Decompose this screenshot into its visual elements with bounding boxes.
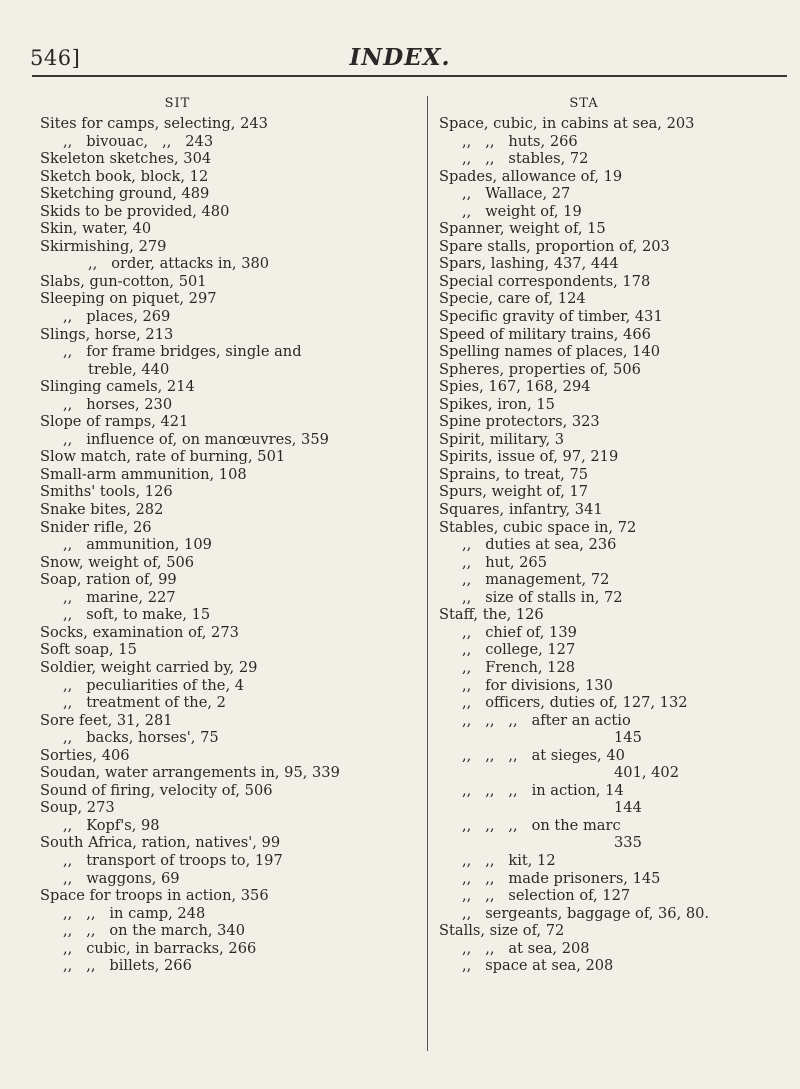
index-entry: ,, Kopf's, 98 bbox=[63, 816, 160, 834]
index-entry: Spirits, issue of, 97, 219 bbox=[439, 448, 619, 466]
index-entry: ,, waggons, 69 bbox=[63, 869, 180, 887]
index-entry: ,, peculiarities of the, 4 bbox=[63, 676, 245, 694]
right-index-column bbox=[439, 96, 799, 975]
index-entry: ,, ,, ,, in action, 14 bbox=[462, 781, 624, 799]
index-entry: Soup, 273 bbox=[40, 799, 115, 817]
index-entry: ,, order, attacks in, 380 bbox=[88, 255, 270, 273]
index-entry: Stalls, size of, 72 bbox=[439, 922, 565, 940]
index-entry: Speed of military trains, 466 bbox=[439, 325, 651, 343]
index-entry: Spirit, military, 3 bbox=[439, 430, 565, 448]
index-entry: Slinging camels, 214 bbox=[40, 378, 195, 396]
column-divider bbox=[427, 96, 428, 1051]
index-entry: ,, management, 72 bbox=[462, 571, 610, 589]
index-entry: Spies, 167, 168, 294 bbox=[439, 378, 591, 396]
index-entry: ,, ,, ,, after an actio bbox=[462, 711, 631, 729]
index-entry: ,, duties at sea, 236 bbox=[462, 536, 617, 554]
index-entry: 145 bbox=[614, 729, 642, 747]
index-entry: Skids to be provided, 480 bbox=[40, 202, 230, 220]
right-column-heading: STA bbox=[569, 96, 599, 111]
index-entry: Snake bites, 282 bbox=[40, 501, 164, 519]
index-entry: ,, French, 128 bbox=[462, 658, 576, 676]
index-entry: ,, sergeants, baggage of, 36, 80. bbox=[462, 904, 710, 922]
index-entry: treble, 440 bbox=[88, 360, 170, 378]
index-entry: Spheres, properties of, 506 bbox=[439, 360, 641, 378]
index-entry: Special correspondents, 178 bbox=[439, 272, 651, 290]
index-entry: Spare stalls, proportion of, 203 bbox=[439, 237, 670, 255]
index-entry: ,, transport of troops to, 197 bbox=[63, 851, 283, 869]
index-entry: ,, marine, 227 bbox=[63, 588, 176, 606]
index-entry: Squares, infantry, 341 bbox=[439, 501, 603, 519]
left-index-column bbox=[40, 96, 418, 975]
index-entry: Snow, weight of, 506 bbox=[40, 553, 195, 571]
index-entry: Small-arm ammunition, 108 bbox=[40, 465, 247, 483]
index-entry: ,, places, 269 bbox=[63, 308, 171, 326]
index-entry: Sound of firing, velocity of, 506 bbox=[40, 781, 273, 799]
index-entry: Soft soap, 15 bbox=[40, 641, 137, 659]
index-entry: 335 bbox=[614, 834, 642, 852]
index-entry: ,, for divisions, 130 bbox=[462, 676, 613, 694]
index-entry: Sites for camps, selecting, 243 bbox=[40, 115, 268, 132]
index-entry: ,, bivouac, ,, 243 bbox=[63, 132, 214, 150]
index-entry: Spurs, weight of, 17 bbox=[439, 483, 589, 501]
index-entry: Staff, the, 126 bbox=[439, 606, 544, 624]
index-entry: ,, ,, on the march, 340 bbox=[63, 922, 245, 940]
index-entry: Slow match, rate of burning, 501 bbox=[40, 448, 286, 466]
index-entry: Stables, cubic space in, 72 bbox=[439, 518, 637, 536]
index-entry: ,, ,, stables, 72 bbox=[462, 150, 589, 168]
index-entry: ,, for frame bridges, single and bbox=[63, 343, 302, 361]
index-entry: ,, officers, duties of, 127, 132 bbox=[462, 694, 688, 712]
index-entry: Snider rifle, 26 bbox=[40, 518, 152, 536]
index-entry: ,, influence of, on manœuvres, 359 bbox=[63, 430, 329, 448]
index-entry: Specific gravity of timber, 431 bbox=[439, 308, 663, 326]
index-entry: ,, ,, in camp, 248 bbox=[63, 904, 206, 922]
index-entry: Skirmishing, 279 bbox=[40, 237, 167, 255]
index-entry: ,, space at sea, 208 bbox=[462, 957, 614, 975]
index-entry: ,, Wallace, 27 bbox=[462, 185, 571, 203]
index-entry: Skeleton sketches, 304 bbox=[40, 150, 212, 168]
header-rule bbox=[32, 75, 787, 77]
index-entry: Soudan, water arrangements in, 95, 339 bbox=[40, 764, 340, 782]
index-entry: Socks, examination of, 273 bbox=[40, 623, 239, 641]
index-entry: ,, ,, at sea, 208 bbox=[462, 939, 590, 957]
index-entry: Spades, allowance of, 19 bbox=[439, 167, 623, 185]
index-entry: Space for troops in action, 356 bbox=[40, 887, 269, 905]
index-entry: ,, cubic, in barracks, 266 bbox=[63, 939, 257, 957]
index-entry: ,, ,, ,, on the marc bbox=[462, 816, 621, 834]
index-entry: Sore feet, 31, 281 bbox=[40, 711, 173, 729]
index-entry: Slope of ramps, 421 bbox=[40, 413, 189, 431]
index-entry: ,, college, 127 bbox=[462, 641, 576, 659]
index-entry: Spars, lashing, 437, 444 bbox=[439, 255, 619, 273]
index-entry: Specie, care of, 124 bbox=[439, 290, 586, 308]
index-entry: ,, soft, to make, 15 bbox=[63, 606, 211, 624]
index-entry: South Africa, ration, natives', 99 bbox=[40, 834, 281, 852]
index-entry: ,, ,, billets, 266 bbox=[63, 957, 192, 975]
index-entry: ,, ,, kit, 12 bbox=[462, 851, 556, 869]
index-entry: ,, horses, 230 bbox=[63, 395, 173, 413]
running-head-title: INDEX. bbox=[349, 44, 451, 71]
index-entry: ,, hut, 265 bbox=[462, 553, 547, 571]
index-entry: Slabs, gun-cotton, 501 bbox=[40, 272, 207, 290]
index-entry: Spine protectors, 323 bbox=[439, 413, 600, 431]
page-number: 546] bbox=[30, 46, 81, 70]
index-entry: ,, ,, huts, 266 bbox=[462, 132, 578, 150]
index-entry: 401, 402 bbox=[614, 764, 679, 782]
index-entry: Soldier, weight carried by, 29 bbox=[40, 658, 258, 676]
index-entry: Sketching ground, 489 bbox=[40, 185, 210, 203]
index-entry: Sketch book, block, 12 bbox=[40, 167, 209, 185]
index-entry: Soap, ration of, 99 bbox=[40, 571, 177, 589]
index-entry: Smiths' tools, 126 bbox=[40, 483, 173, 501]
index-entry: Sprains, to treat, 75 bbox=[439, 465, 589, 483]
index-entry: ,, size of stalls in, 72 bbox=[462, 588, 623, 606]
index-entry: Space, cubic, in cabins at sea, 203 bbox=[439, 115, 695, 132]
index-entry: Spanner, weight of, 15 bbox=[439, 220, 606, 238]
index-entry: Sorties, 406 bbox=[40, 746, 130, 764]
index-entry: ,, ,, selection of, 127 bbox=[462, 887, 631, 905]
index-entry: ,, chief of, 139 bbox=[462, 623, 577, 641]
index-entry: ,, ,, ,, at sieges, 40 bbox=[462, 746, 625, 764]
index-entry: Slings, horse, 213 bbox=[40, 325, 174, 343]
left-column-heading: SIT bbox=[164, 96, 191, 111]
index-entry: Spelling names of places, 140 bbox=[439, 343, 661, 361]
index-entry: ,, weight of, 19 bbox=[462, 202, 582, 220]
index-entry: Sleeping on piquet, 297 bbox=[40, 290, 217, 308]
index-entry: 144 bbox=[614, 799, 642, 817]
index-entry: ,, ,, made prisoners, 145 bbox=[462, 869, 661, 887]
index-entry: Skin, water, 40 bbox=[40, 220, 152, 238]
index-entry: ,, treatment of the, 2 bbox=[63, 694, 226, 712]
index-entry: ,, backs, horses', 75 bbox=[63, 729, 219, 747]
index-entry: ,, ammunition, 109 bbox=[63, 536, 212, 554]
index-entry: Spikes, iron, 15 bbox=[439, 395, 555, 413]
